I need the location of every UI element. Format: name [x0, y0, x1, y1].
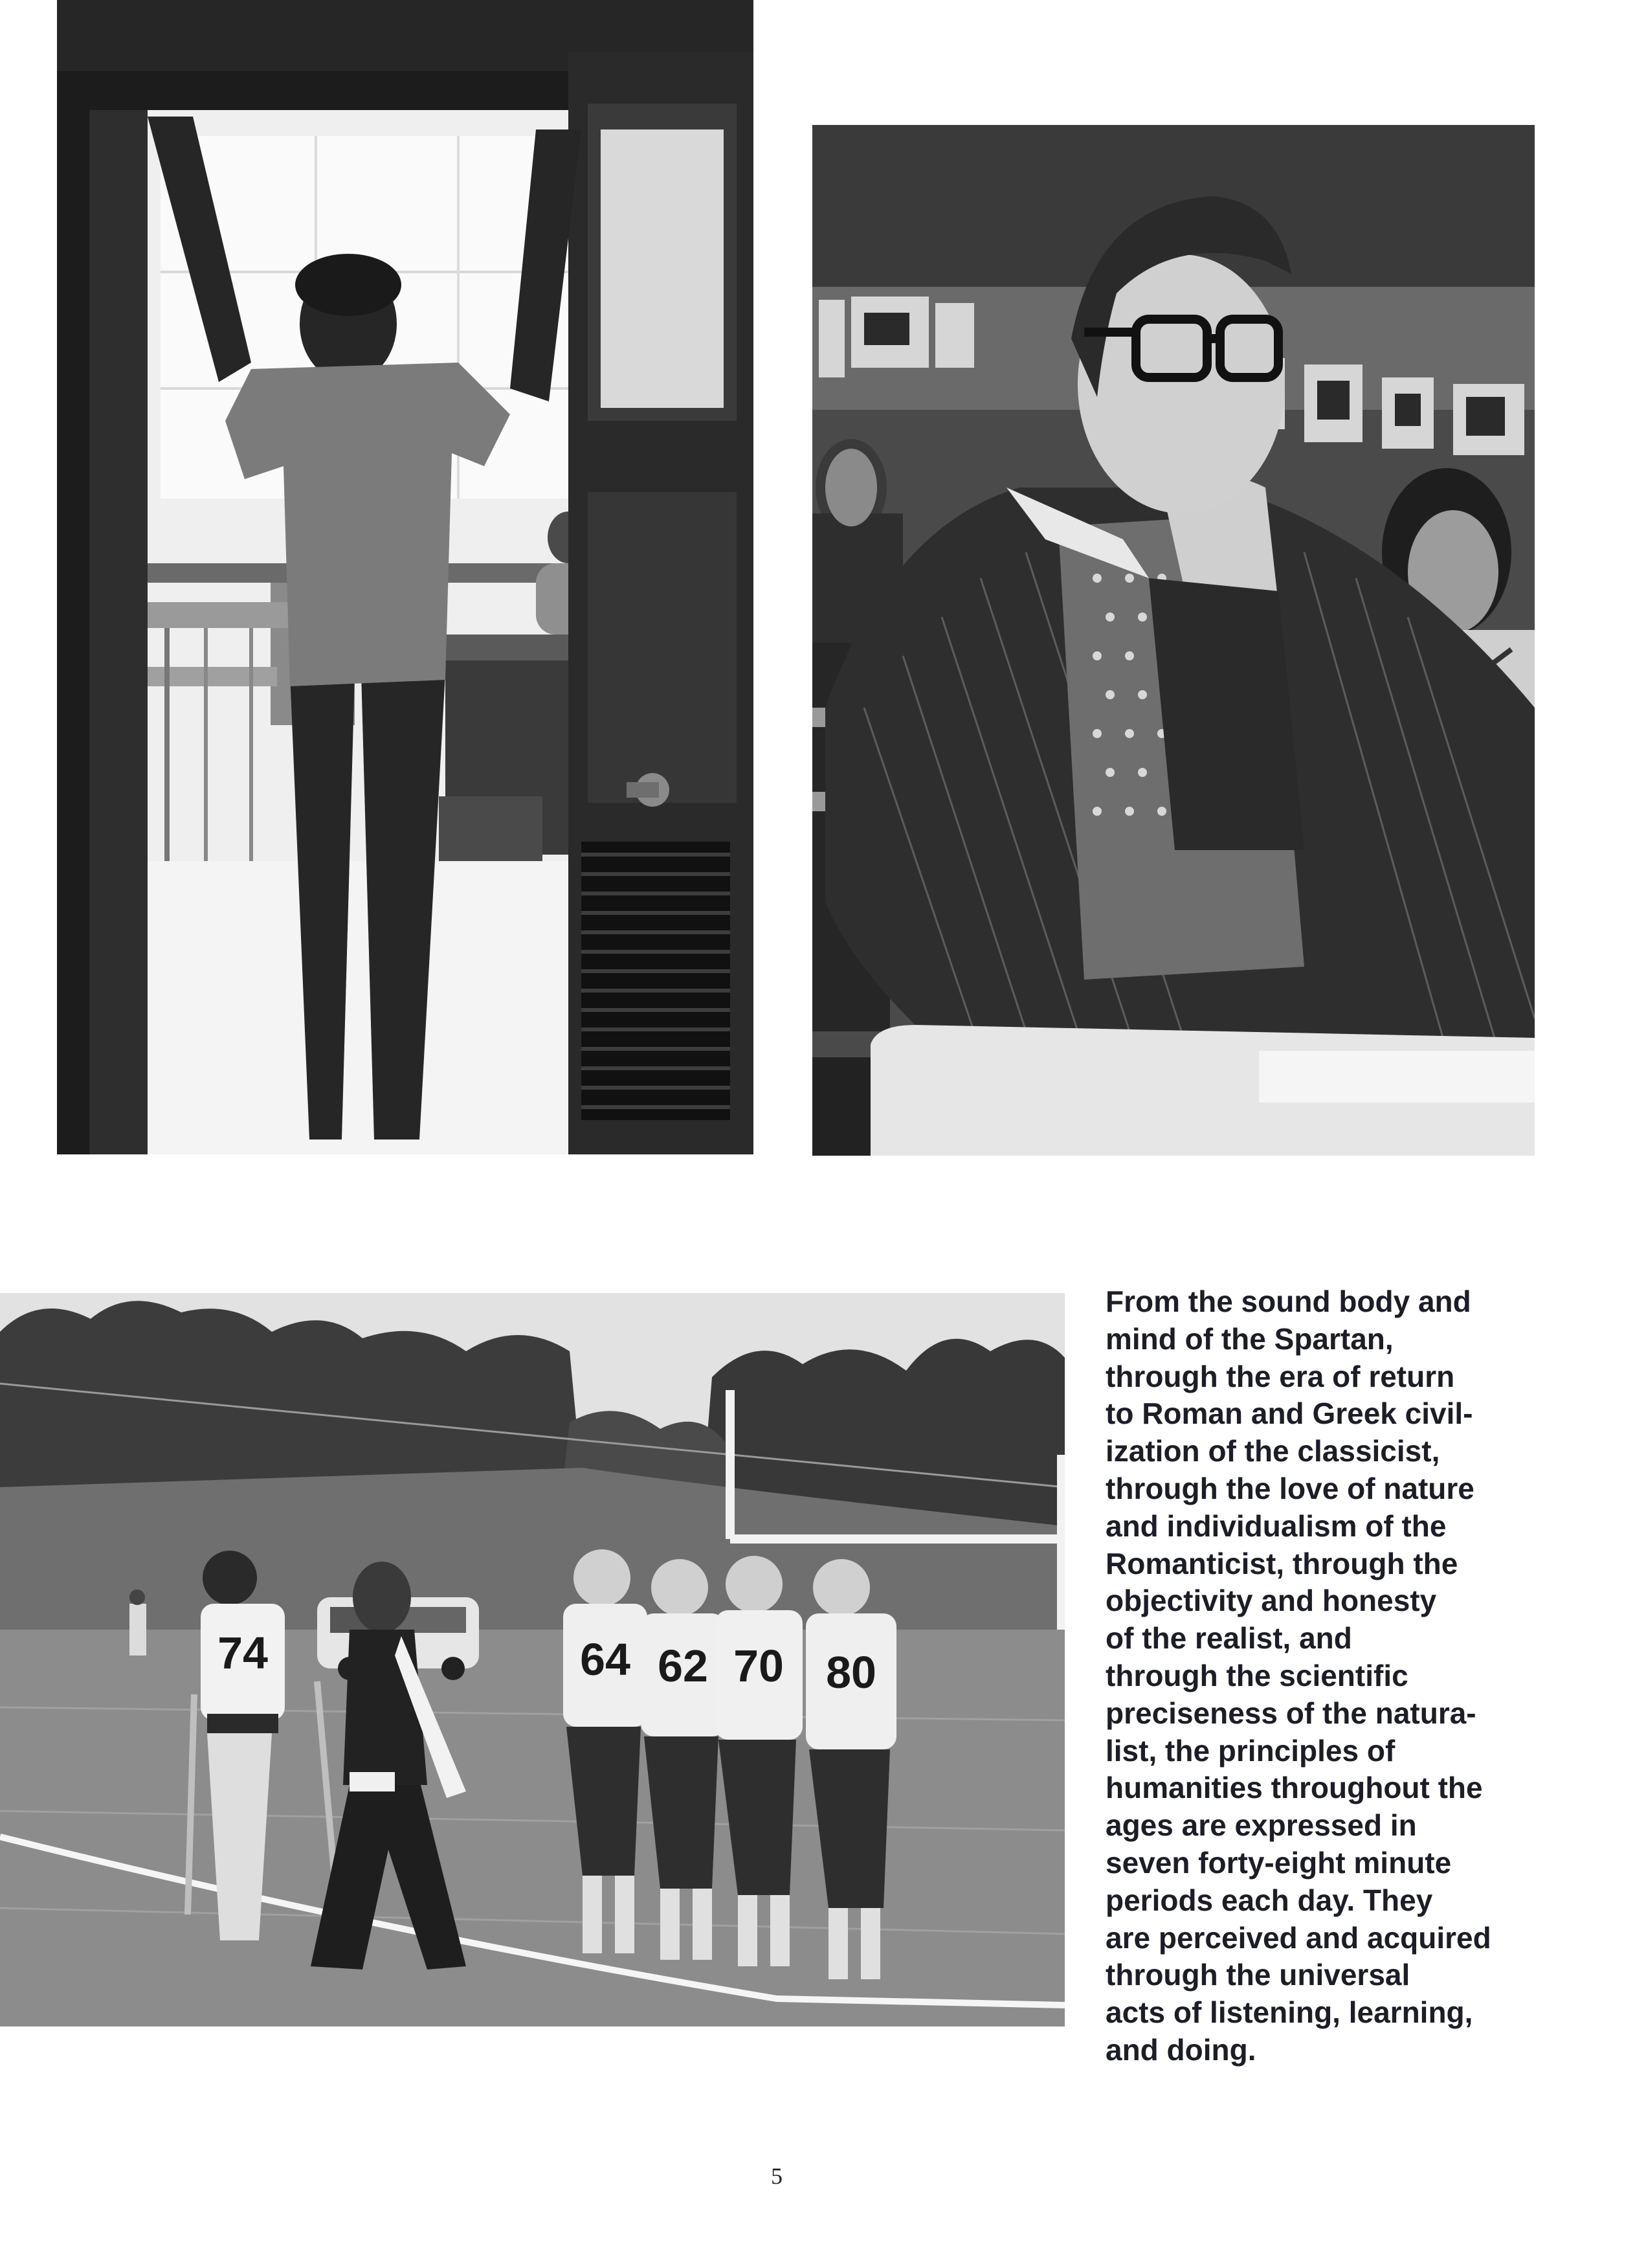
caption-line: of the realist, and [1106, 1621, 1352, 1656]
caption-line: From the sound body and [1106, 1285, 1471, 1318]
football-photo-graphic [0, 1293, 1065, 2027]
caption-line: through the scientific [1106, 1658, 1408, 1692]
page-number: 5 [771, 2163, 783, 2189]
student-in-doorway-photo [57, 0, 753, 1154]
football-field-photo [0, 1293, 1065, 2027]
caption-text-block [1106, 1283, 1597, 2069]
caption-line: seven forty-eight minute [1106, 1845, 1452, 1880]
caption-line: through the universal [1106, 1958, 1410, 1992]
caption-line: to Roman and Greek civil- [1106, 1397, 1473, 1431]
doorway-photo-graphic [57, 0, 753, 1154]
caption-line: mind of the Spartan, [1106, 1321, 1394, 1356]
caption-line: ages are expressed in [1106, 1808, 1417, 1843]
jersey-number-74: 74 [217, 1628, 268, 1678]
caption-line: humanities throughout the [1106, 1771, 1483, 1805]
caption-line: objectivity and honesty [1106, 1584, 1437, 1618]
jersey-number-62: 62 [658, 1641, 708, 1691]
caption-line: are perceived and acquired [1106, 1920, 1491, 1955]
jersey-number-70: 70 [733, 1641, 784, 1691]
teacher-photo-graphic [812, 125, 1535, 1156]
caption-line: preciseness of the natura- [1106, 1696, 1476, 1730]
caption-line: acts of listening, learning, [1106, 1995, 1473, 2030]
teacher-in-classroom-photo [812, 125, 1535, 1156]
caption-line: Romanticist, through the [1106, 1546, 1458, 1580]
caption-line: periods each day. They [1106, 1883, 1433, 1917]
caption-line: through the love of nature [1106, 1471, 1474, 1505]
jersey-number-80: 80 [826, 1647, 876, 1698]
caption-line: ization of the classicist, [1106, 1434, 1440, 1468]
jersey-number-64: 64 [580, 1634, 630, 1685]
caption-line: list, the principles of [1106, 1733, 1396, 1768]
caption-line: through the era of return [1106, 1359, 1455, 1393]
caption-line: and doing. [1106, 2032, 1256, 2067]
caption-line: and individualism of the [1106, 1509, 1447, 1543]
